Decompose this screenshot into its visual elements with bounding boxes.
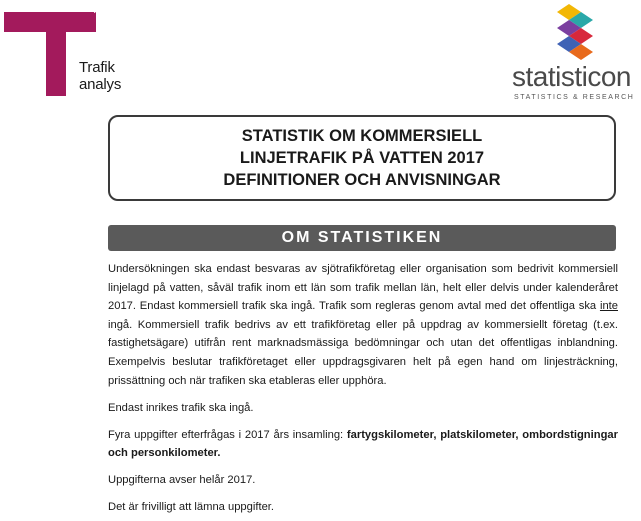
paragraph-variables [108, 426, 618, 463]
paragraph-variables-intro: Fyra uppgifter efterfrågas i 2017 års insamling: [108, 428, 347, 441]
paragraph-scope-part-a: Undersökningen ska endast besvaras av sjötrafikföretag eller organisation som bedrivit kommersiell linjelagd på vatten, såväl trafik inom ett län som trafik mellan län, helt eller delvis under kalenderåret 2017. Endast kommersiell trafik ska ingå. Trafik som regleras genom avtal med det offentliga ska [108, 263, 618, 313]
statisticon-tagline: STATISTICS & RESEARCH [514, 94, 635, 101]
paragraph-period: Uppgifterna avser helår 2017. [108, 473, 256, 486]
title-line-1: STATISTIK OM KOMMERSIELL [241, 127, 483, 145]
document-title-box [108, 115, 616, 201]
statisticon-mark-icon [557, 4, 597, 60]
title-line-3: DEFINITIONER OCH ANVISNINGAR [223, 171, 501, 189]
title-line-2: LINJETRAFIK PÅ VATTEN 2017 [239, 149, 485, 167]
trafikanalys-logo [4, 10, 134, 96]
paragraph-scope [108, 260, 618, 390]
paragraph-scope-part-b: ingå. Kommersiell trafik bedrivs av ett trafikföretag eller på uppdrag av kommersiellt företag (t.ex. fastighetsägare) utifrån rent marknadsmässiga bedömningar och utan det offentligas inblandning. Exempelvis beslutar trafikföretaget eller uppdragsgivaren helt på egen hand om linjesträckning, prissättning och när trafiken ska etableras eller upphöra. [108, 318, 618, 387]
underlined-word: inte [599, 300, 618, 313]
logo-text-line2: analys [79, 76, 122, 93]
section-heading: OM STATISTIKEN [281, 229, 443, 246]
paragraph-domestic: Endast inrikes trafik ska ingå. [108, 402, 254, 415]
logo-text-line1: Trafik [79, 59, 115, 76]
statisticon-logo [505, 2, 641, 108]
body-text [108, 260, 618, 516]
statisticon-wordmark: statisticon [512, 61, 631, 92]
section-heading-bar [108, 225, 616, 251]
paragraph-voluntary: Det är frivilligt att lämna uppgifter. [108, 500, 275, 513]
paragraph-variables-list: fartygskilometer, platskilometer, ombordstigningar och personkilometer. [108, 428, 618, 460]
